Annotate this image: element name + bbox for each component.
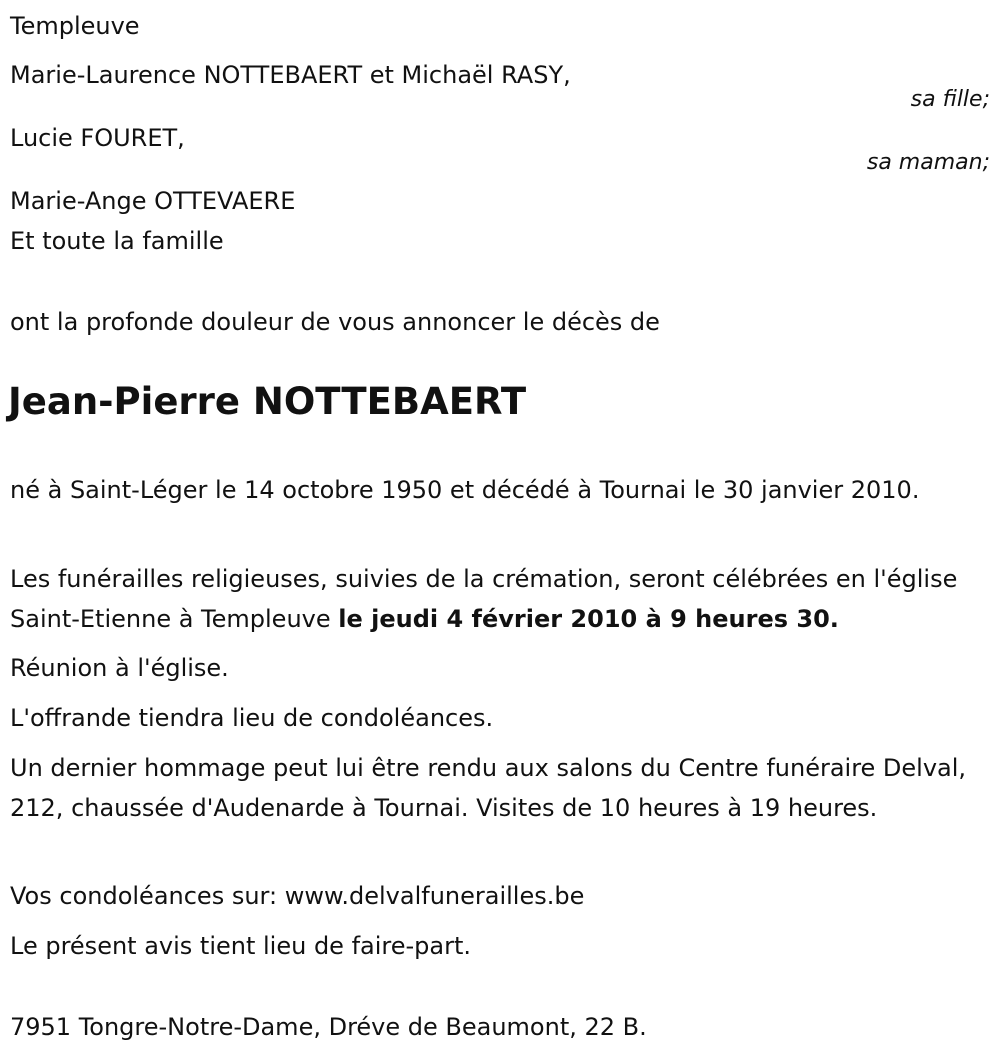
deceased-name: Jean-Pierre NOTTEBAERT xyxy=(8,380,527,423)
family-member-mother: Lucie FOURET, xyxy=(10,124,185,152)
notice-text: Le présent avis tient lieu de faire-part. xyxy=(10,932,472,960)
relation-mother: sa maman; xyxy=(866,150,990,175)
relation-daughter: sa fille; xyxy=(910,87,990,112)
funeral-date: le jeudi 4 février 2010 à 9 heures 30. xyxy=(338,605,839,633)
offering-text: L'offrande tiendra lieu de condoléances. xyxy=(10,704,494,732)
family-member-daughter: Marie-Laurence NOTTEBAERT et Michaël RASY, xyxy=(10,61,571,89)
condolences-text: Vos condoléances sur: www.delvalfunerailles.be xyxy=(10,882,585,910)
funeral-details: Les funérailles religieuses, suivies de la crémation, seront célébrées en l'église Saint-Etienne à Templeuve xyxy=(10,565,958,633)
tribute-text: Un dernier hommage peut lui être rendu aux salons du Centre funéraire Delval, 212, chaussée d'Audenarde à Tournai. Visites de 10 heures à 19 heures. xyxy=(10,754,967,822)
address-text: 7951 Tongre-Notre-Dame, Dréve de Beaumont, 22 B. xyxy=(10,1013,647,1041)
birth-death-text: né à Saint-Léger le 14 octobre 1950 et décédé à Tournai le 30 janvier 2010. xyxy=(10,476,920,504)
family-member: Marie-Ange OTTEVAERE xyxy=(10,187,296,215)
announcement-text: ont la profonde douleur de vous annoncer le décès de xyxy=(10,308,660,336)
funeral-text xyxy=(10,559,985,639)
meeting-text: Réunion à l'église. xyxy=(10,654,229,682)
locality: Templeuve xyxy=(10,12,140,40)
family-all: Et toute la famille xyxy=(10,227,224,255)
